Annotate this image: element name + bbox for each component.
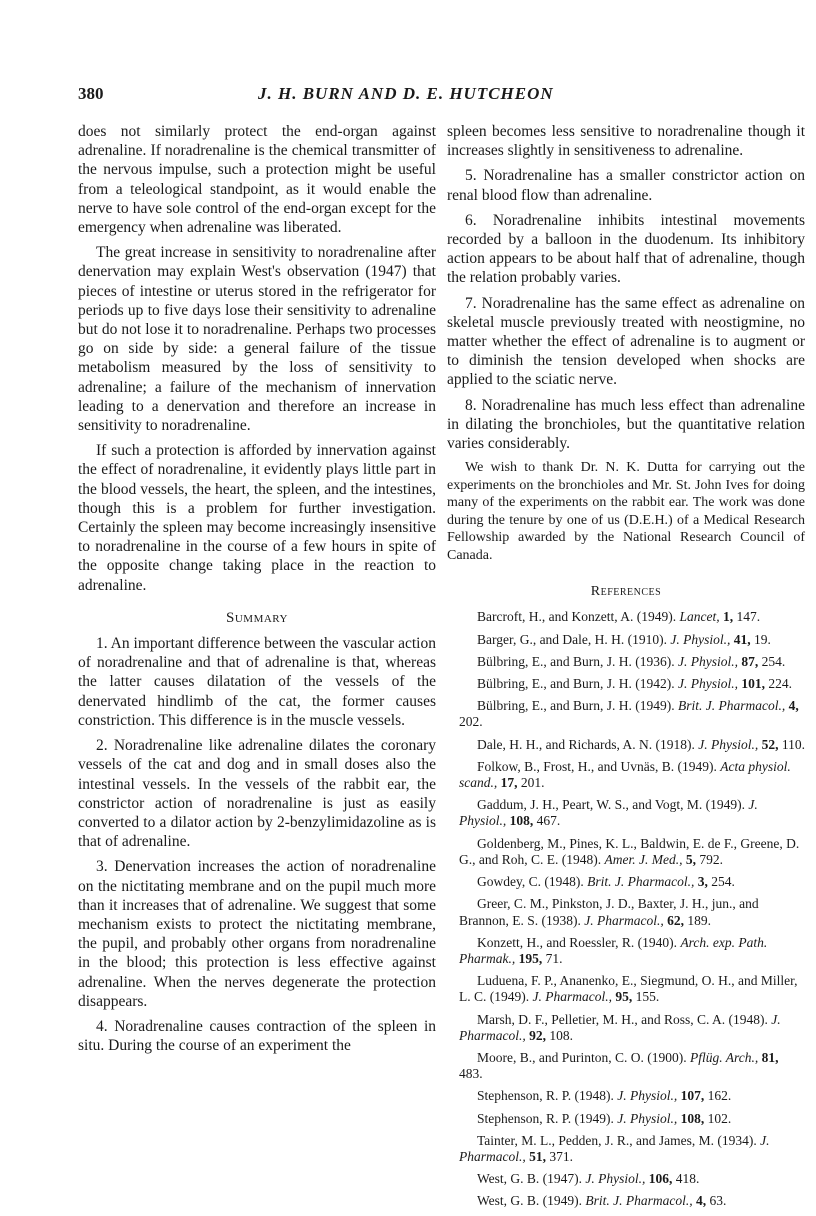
reference-volume: 3, — [697, 874, 708, 890]
reference-page: 147. — [736, 609, 761, 625]
reference-item — [447, 973, 805, 1005]
reference-authors: Folkow, B., Frost, H., and Uvnäs, B. (1949). — [477, 758, 717, 774]
reference-authors: Marsh, D. F., Pelletier, M. H., and Ross, C. A. (1948). — [477, 1011, 768, 1027]
reference-item — [447, 797, 805, 829]
reference-volume: 51, — [529, 1148, 546, 1164]
reference-item — [447, 737, 805, 753]
reference-page: 202. — [459, 714, 483, 730]
reference-journal: Brit. J. Pharmacol., — [587, 874, 695, 890]
summary-item: 3. Denervation increases the action of noradrenaline on the nictitating membrane and on the pupil much more than it increases that of adrenaline. We suggest that some mechanism exists to protect the nictitating membrane, the pupil, and probably other organs from noradrenaline in the blood; this protection is less effective against adrenaline. When the nerves degenerate the protection disappears. — [78, 858, 436, 1010]
reference-item — [447, 1111, 805, 1127]
summary-item: 5. Noradrenaline has a smaller constrictor action on renal blood flow than adrenaline. — [447, 167, 805, 204]
reference-volume: 106, — [648, 1171, 673, 1187]
reference-page: 792. — [699, 851, 723, 867]
left-column — [78, 122, 436, 1061]
reference-authors: Goldenberg, M., Pines, K. L., Baldwin, E. de F., Greene, D. G., and Roh, C. E. (1948). — [459, 835, 800, 867]
reference-journal: J. Physiol., — [677, 676, 738, 692]
reference-volume: 92, — [529, 1027, 546, 1043]
reference-page: 108. — [549, 1027, 573, 1043]
reference-item — [447, 1193, 805, 1209]
reference-volume: 1, — [722, 609, 734, 625]
reference-page: 110. — [781, 736, 805, 752]
reference-item — [447, 1088, 805, 1104]
reference-page: 418. — [675, 1171, 700, 1187]
summary-item-continued: spleen becomes less sensitive to noradrenaline though it increases slightly in sensitiveness to adrenaline. — [447, 123, 805, 160]
reference-item — [447, 935, 805, 967]
reference-authors: West, G. B. (1947). — [477, 1171, 583, 1187]
reference-authors: Bülbring, E., and Burn, J. H. (1942). — [477, 676, 675, 692]
reference-page: 254. — [761, 653, 786, 669]
reference-page: 467. — [536, 813, 561, 829]
summary-item: 1. An important difference between the vascular action of noradrenaline and that of adrenaline is that, whereas the latter causes dilatation of the vessels of the denervated hindlimb of the cat, the former causes constriction. This difference is in the muscle vessels. — [78, 635, 436, 729]
reference-journal: Arch. exp. Path. Pharmak., — [459, 934, 768, 966]
reference-item — [447, 836, 805, 868]
reference-item — [447, 1050, 805, 1082]
reference-volume: 52, — [761, 736, 779, 752]
summary-item: 7. Noradrenaline has the same effect as adrenaline on skeletal muscle previously treated with neostigmine, no matter whether the effect of adrenaline is to augment or to diminish the tension developed when shocks are applied to the sciatic nerve. — [447, 294, 805, 389]
reference-journal: J. Pharmacol., — [584, 912, 664, 928]
reference-journal: Brit. J. Pharmacol., — [585, 1193, 693, 1209]
references-list — [447, 609, 805, 1209]
reference-volume: 4, — [788, 698, 799, 714]
paragraph: does not similarly protect the end-organ against adrenaline. If noradrenaline is the chemical transmitter of the nervous impulse, such a protection might be useful from a teleological standpoint, as it would enable the nerve to have sole control of the end-organ except for the emergency when adrenaline was liberated. — [78, 123, 436, 237]
reference-authors: Barger, G., and Dale, H. H. (1910). — [477, 631, 668, 647]
reference-volume: 87, — [741, 653, 759, 669]
reference-authors: Stephenson, R. P. (1948). — [477, 1088, 614, 1104]
reference-item — [447, 1171, 805, 1187]
reference-journal: J. Pharmacol., — [532, 989, 612, 1005]
reference-authors: Konzett, H., and Roessler, R. (1940). — [477, 934, 678, 950]
reference-page: 102. — [707, 1110, 732, 1126]
reference-page: 483. — [459, 1066, 483, 1082]
reference-journal: J. Physiol., — [585, 1171, 646, 1187]
reference-page: 162. — [707, 1088, 732, 1104]
reference-journal: J. Physiol., — [617, 1088, 678, 1104]
reference-authors: Greer, C. M., Pinkston, J. D., Baxter, J. H., jun., and Brannon, E. S. (1938). — [459, 896, 759, 928]
reference-authors: West, G. B. (1949). — [477, 1193, 583, 1209]
summary-item: 8. Noradrenaline has much less effect than adrenaline in dilating the bronchioles, but the quantitative relation varies considerably. — [447, 396, 805, 453]
reference-item — [447, 632, 805, 648]
reference-page: 63. — [709, 1193, 727, 1209]
reference-journal: Amer. J. Med., — [604, 851, 683, 867]
reference-authors: Gaddum, J. H., Peart, W. S., and Vogt, M. (1949). — [477, 797, 746, 813]
reference-volume: 195, — [518, 950, 543, 966]
reference-volume: 5, — [685, 851, 696, 867]
reference-item — [447, 676, 805, 692]
reference-page: 201. — [520, 775, 545, 791]
acknowledgements: We wish to thank Dr. N. K. Dutta for carrying out the experiments on the bronchioles and Mr. St. John Ives for doing many of the experiments on the rabbit ear. The work was done during the tenure by one of us (D.E.H.) of a Medical Research Fellowship awarded by the National Research Council of Canada. — [447, 460, 805, 563]
reference-volume: 17, — [500, 775, 518, 791]
reference-volume: 62, — [667, 912, 684, 928]
reference-authors: Dale, H. H., and Richards, A. N. (1918). — [477, 736, 695, 752]
reference-page: 155. — [635, 989, 660, 1005]
reference-authors: Bülbring, E., and Burn, J. H. (1936). — [477, 653, 675, 669]
reference-journal: J. Pharmacol., — [459, 1011, 781, 1043]
reference-authors: Bülbring, E., and Burn, J. H. (1949). — [477, 698, 675, 714]
reference-item — [447, 654, 805, 670]
reference-volume: 101, — [741, 676, 765, 692]
reference-volume: 108, — [509, 813, 534, 829]
right-column — [447, 122, 805, 1216]
summary-item: 4. Noradrenaline causes contraction of the spleen in situ. During the course of an experiment the — [78, 1017, 436, 1055]
reference-volume: 95, — [615, 989, 633, 1005]
reference-volume: 81, — [761, 1049, 779, 1065]
reference-journal: Lancet, — [679, 609, 720, 625]
reference-journal: J. Physiol., — [459, 797, 758, 829]
reference-authors: Tainter, M. L., Pedden, J. R., and James, M. (1934). — [477, 1132, 757, 1148]
reference-page: 224. — [768, 676, 792, 692]
summary-item: 2. Noradrenaline like adrenaline dilates the coronary vessels of the cat and dog and in small doses also the intestinal vessels. In the vessels of the rabbit ear, the constrictor action of noradrenaline is just as easily converted to a dilator action by 2-benzylimidazoline as is that of adrenaline. — [78, 737, 436, 851]
running-head: J. H. BURN AND D. E. HUTCHEON — [258, 84, 554, 103]
references-heading: References — [590, 584, 662, 600]
reference-journal: J. Pharmacol., — [459, 1132, 770, 1164]
reference-authors: Luduena, F. P., Ananenko, E., Siegmund, O. H., and Miller, L. C. (1949). — [459, 973, 798, 1005]
reference-item — [447, 896, 805, 928]
reference-volume: 107, — [680, 1088, 705, 1104]
reference-authors: Gowdey, C. (1948). — [477, 874, 584, 890]
reference-authors: Stephenson, R. P. (1949). — [477, 1110, 614, 1126]
reference-item — [447, 609, 805, 625]
reference-volume: 108, — [680, 1110, 705, 1126]
reference-authors: Barcroft, H., and Konzett, A. (1949). — [477, 609, 677, 625]
reference-page: 254. — [711, 874, 735, 890]
reference-journal: J. Physiol., — [617, 1110, 678, 1126]
reference-journal: Pflüg. Arch., — [690, 1049, 759, 1065]
reference-page: 19. — [754, 631, 771, 647]
reference-journal: J. Physiol., — [677, 653, 738, 669]
reference-page: 189. — [687, 912, 711, 928]
paragraph: If such a protection is afforded by innervation against the effect of noradrenaline, it evidently plays little part in the blood vessels, the heart, the spleen, and the intestines, though this is a problem for further investigation. Certainly the spleen may become increasingly insensitive to noradrenaline in the course of a few hours in spite of the opposite change taking place in the reaction to adrenaline. — [78, 442, 436, 594]
reference-item — [447, 698, 805, 730]
reference-page: 371. — [549, 1148, 573, 1164]
reference-page: 71. — [545, 950, 563, 966]
reference-journal: Brit. J. Pharmacol., — [677, 698, 786, 714]
summary-item: 6. Noradrenaline inhibits intestinal movements recorded by a balloon in the duodenum. Its inhibitory action appears to be about half that of adrenaline, though the relation probably varies. — [447, 211, 805, 287]
reference-volume: 41, — [733, 631, 751, 647]
paragraph: The great increase in sensitivity to noradrenaline after denervation may explain West's observation (1947) that pieces of intestine or uterus stored in the refrigerator for periods up to five days lose their sensitivity to adrenaline but do not lose it to noradrenaline. Perhaps two processes go on side by side: a general failure of the tissue metabolism measured by the loss of sensitivity to adrenaline; a failure of the mechanism of innervation leading to a denervation and therefore an increase in sensitivity to noradrenaline. — [78, 244, 436, 435]
reference-item — [447, 1133, 805, 1165]
reference-item — [447, 759, 805, 791]
page-number: 380 — [78, 84, 104, 103]
reference-volume: 4, — [696, 1193, 707, 1209]
reference-authors: Moore, B., and Purinton, C. O. (1900). — [477, 1049, 687, 1065]
summary-heading: Summary — [226, 609, 288, 626]
reference-journal: Acta physiol. scand., — [459, 758, 791, 791]
reference-journal: J. Physiol., — [670, 631, 731, 647]
reference-item — [447, 1012, 805, 1044]
reference-journal: J. Physiol., — [698, 736, 759, 752]
reference-item — [447, 874, 805, 890]
